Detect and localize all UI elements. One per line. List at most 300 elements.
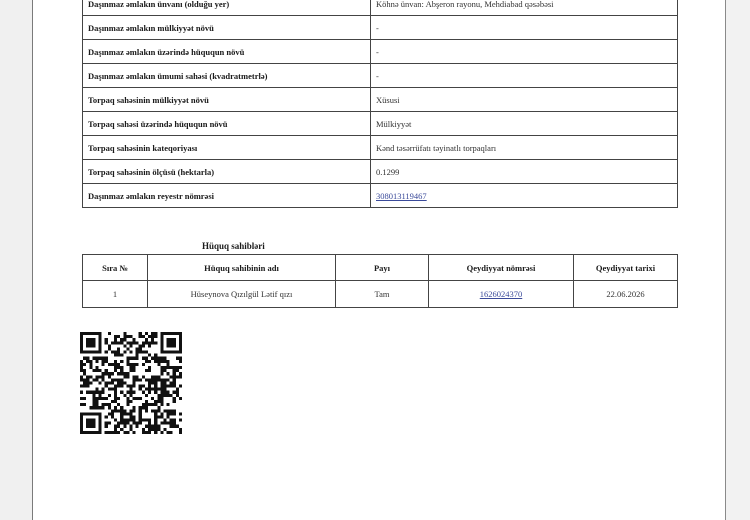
qr-module [105, 338, 108, 341]
qr-module [111, 363, 114, 366]
land-category-label: Torpaq sahəsinin kateqoriyası [83, 136, 371, 160]
qr-module [123, 375, 126, 378]
qr-module [114, 391, 117, 394]
qr-module [95, 388, 98, 391]
qr-module [83, 385, 86, 388]
qr-module [129, 335, 132, 338]
qr-module [120, 381, 123, 384]
qr-module [111, 378, 114, 381]
qr-module [136, 397, 139, 400]
qr-module [173, 419, 176, 422]
qr-module [157, 357, 160, 360]
qr-module [105, 341, 108, 344]
qr-module [148, 428, 151, 431]
qr-module [157, 428, 160, 431]
qr-module [142, 428, 145, 431]
qr-module [145, 394, 148, 397]
qr-module [167, 431, 170, 434]
qr-module [105, 385, 108, 388]
qr-module [86, 385, 89, 388]
qr-module [170, 425, 173, 428]
qr-module [145, 406, 148, 409]
qr-module [111, 431, 114, 434]
qr-module [145, 400, 148, 403]
qr-module [179, 366, 182, 369]
qr-module [86, 341, 89, 344]
qr-module [99, 357, 102, 360]
qr-module [95, 391, 98, 394]
qr-module [151, 397, 154, 400]
qr-module [120, 391, 123, 394]
qr-module [114, 360, 117, 363]
qr-module [117, 341, 120, 344]
qr-module [99, 375, 102, 378]
qr-module [95, 375, 98, 378]
qr-module [136, 347, 139, 350]
owners-section-title: Hüquq sahibləri [202, 241, 265, 251]
qr-module [173, 332, 176, 335]
qr-module [133, 415, 136, 418]
qr-module [120, 378, 123, 381]
qr-module [163, 385, 166, 388]
qr-module [126, 431, 129, 434]
qr-module [170, 409, 173, 412]
qr-module [133, 366, 136, 369]
qr-module [102, 378, 105, 381]
qr-module [80, 419, 83, 422]
qr-module [151, 403, 154, 406]
qr-module [167, 385, 170, 388]
qr-module [167, 351, 170, 354]
qr-module [133, 338, 136, 341]
qr-module [95, 412, 98, 415]
qr-module [139, 344, 142, 347]
qr-module [117, 366, 120, 369]
qr-module [114, 351, 117, 354]
qr-module [157, 406, 160, 409]
qr-module [179, 335, 182, 338]
qr-module [160, 412, 163, 415]
qr-module [92, 403, 95, 406]
qr-module [83, 381, 86, 384]
qr-module [129, 366, 132, 369]
qr-module [117, 422, 120, 425]
qr-module [173, 372, 176, 375]
qr-module [167, 363, 170, 366]
qr-module [108, 394, 111, 397]
qr-module [148, 369, 151, 372]
qr-module [99, 406, 102, 409]
qr-module [167, 372, 170, 375]
qr-module [133, 381, 136, 384]
qr-module [142, 357, 145, 360]
qr-module [89, 406, 92, 409]
table-row [83, 281, 678, 308]
qr-module [133, 422, 136, 425]
qr-module [99, 431, 102, 434]
qr-module [117, 385, 120, 388]
qr-module [173, 369, 176, 372]
qr-module [173, 425, 176, 428]
qr-module [99, 422, 102, 425]
qr-module [139, 397, 142, 400]
qr-module [157, 400, 160, 403]
qr-module [163, 360, 166, 363]
qr-module [160, 397, 163, 400]
qr-module [145, 425, 148, 428]
qr-module [139, 409, 142, 412]
qr-module [133, 406, 136, 409]
qr-module [173, 344, 176, 347]
qr-module [80, 431, 83, 434]
qr-module [99, 428, 102, 431]
qr-module [145, 338, 148, 341]
qr-module [160, 415, 163, 418]
qr-module [170, 332, 173, 335]
total-area-value: - [371, 64, 678, 88]
right-type-value: - [371, 40, 678, 64]
qr-module [120, 419, 123, 422]
qr-module [114, 425, 117, 428]
qr-module [80, 369, 83, 372]
qr-module [105, 403, 108, 406]
qr-module [154, 412, 157, 415]
qr-module [80, 415, 83, 418]
qr-module [160, 344, 163, 347]
qr-module [123, 422, 126, 425]
qr-module [129, 394, 132, 397]
qr-module [123, 431, 126, 434]
table-row [83, 112, 678, 136]
col-header-order: Sıra № [83, 255, 148, 281]
qr-module [92, 341, 95, 344]
qr-module [83, 332, 86, 335]
qr-module [179, 332, 182, 335]
qr-module [102, 357, 105, 360]
right-background [726, 0, 750, 520]
land-right-type-value: Mülkiyyət [371, 112, 678, 136]
qr-module [126, 375, 129, 378]
col-header-registration-date: Qeydiyyat tarixi [574, 255, 678, 281]
qr-module [89, 338, 92, 341]
qr-module [117, 397, 120, 400]
qr-module [114, 335, 117, 338]
qr-module [142, 406, 145, 409]
qr-module [89, 363, 92, 366]
qr-module [105, 369, 108, 372]
qr-module [139, 415, 142, 418]
qr-module [92, 338, 95, 341]
qr-module [92, 351, 95, 354]
qr-module [114, 354, 117, 357]
qr-module [126, 400, 129, 403]
qr-module [145, 369, 148, 372]
qr-module [157, 375, 160, 378]
qr-module [133, 385, 136, 388]
qr-module [154, 378, 157, 381]
qr-module [157, 425, 160, 428]
qr-module [163, 422, 166, 425]
ownership-type-value: - [371, 16, 678, 40]
qr-module [163, 394, 166, 397]
qr-module [133, 357, 136, 360]
qr-module [129, 363, 132, 366]
qr-module [114, 366, 117, 369]
qr-module [136, 341, 139, 344]
qr-module [111, 351, 114, 354]
qr-module [163, 351, 166, 354]
qr-module [86, 381, 89, 384]
qr-module [145, 332, 148, 335]
qr-module [120, 409, 123, 412]
qr-module [86, 412, 89, 415]
qr-module [86, 422, 89, 425]
qr-module [170, 341, 173, 344]
qr-module [114, 369, 117, 372]
qr-module [154, 425, 157, 428]
qr-module [120, 415, 123, 418]
qr-module [163, 419, 166, 422]
qr-module [99, 394, 102, 397]
qr-module [170, 422, 173, 425]
qr-module [129, 425, 132, 428]
qr-module [123, 372, 126, 375]
qr-module [133, 397, 136, 400]
qr-module [179, 351, 182, 354]
qr-module [136, 354, 139, 357]
qr-module [129, 385, 132, 388]
qr-module [163, 428, 166, 431]
qr-module [126, 397, 129, 400]
qr-module [114, 378, 117, 381]
qr-module [99, 369, 102, 372]
qr-module [139, 388, 142, 391]
qr-module [126, 363, 129, 366]
qr-module [160, 400, 163, 403]
qr-module [176, 425, 179, 428]
qr-module [120, 341, 123, 344]
qr-module [145, 431, 148, 434]
qr-module [136, 425, 139, 428]
qr-module [151, 425, 154, 428]
qr-module [179, 428, 182, 431]
qr-module [108, 406, 111, 409]
qr-module [179, 419, 182, 422]
qr-module [117, 378, 120, 381]
qr-module [160, 369, 163, 372]
qr-module [176, 369, 179, 372]
qr-module [154, 391, 157, 394]
qr-module [151, 332, 154, 335]
qr-module [99, 412, 102, 415]
qr-module [111, 400, 114, 403]
land-ownership-type-value: Xüsusi [371, 88, 678, 112]
qr-module [105, 381, 108, 384]
qr-module [92, 394, 95, 397]
qr-module [133, 431, 136, 434]
qr-module [89, 351, 92, 354]
qr-module [145, 360, 148, 363]
qr-module [83, 397, 86, 400]
qr-module [83, 378, 86, 381]
qr-module [142, 403, 145, 406]
qr-module [86, 375, 89, 378]
qr-module [129, 351, 132, 354]
qr-module [83, 351, 86, 354]
qr-module [86, 332, 89, 335]
qr-module [129, 419, 132, 422]
qr-module [105, 351, 108, 354]
qr-module [148, 431, 151, 434]
qr-module [154, 400, 157, 403]
qr-module [170, 419, 173, 422]
qr-module [173, 381, 176, 384]
qr-module [139, 385, 142, 388]
qr-module [99, 425, 102, 428]
owner-registration-number-link[interactable]: 1626024370 [479, 289, 523, 299]
qr-module [92, 431, 95, 434]
qr-module [173, 338, 176, 341]
qr-module [167, 403, 170, 406]
qr-module [154, 431, 157, 434]
qr-module [176, 391, 179, 394]
qr-module [148, 388, 151, 391]
qr-module [95, 360, 98, 363]
qr-module [148, 366, 151, 369]
qr-module [160, 347, 163, 350]
registry-number-label: Daşınmaz əmlakın reyestr nömrəsi [83, 184, 371, 208]
qr-module [92, 357, 95, 360]
table-row [83, 64, 678, 88]
qr-module [145, 351, 148, 354]
qr-module [80, 351, 83, 354]
qr-module [173, 422, 176, 425]
qr-module [173, 391, 176, 394]
qr-module [167, 332, 170, 335]
qr-module [105, 397, 108, 400]
qr-module [163, 391, 166, 394]
qr-module [80, 375, 83, 378]
qr-module [163, 378, 166, 381]
owner-order: 1 [83, 281, 148, 308]
qr-module [160, 422, 163, 425]
qr-module [99, 332, 102, 335]
qr-module [126, 422, 129, 425]
qr-module [176, 394, 179, 397]
qr-module [160, 388, 163, 391]
qr-module [126, 347, 129, 350]
qr-module [95, 332, 98, 335]
qr-module [92, 332, 95, 335]
qr-module [86, 378, 89, 381]
qr-module [139, 351, 142, 354]
qr-module [117, 381, 120, 384]
qr-module [108, 344, 111, 347]
qr-module [92, 425, 95, 428]
qr-module [157, 378, 160, 381]
qr-module [102, 403, 105, 406]
qr-module [114, 397, 117, 400]
qr-module [129, 344, 132, 347]
qr-module [170, 344, 173, 347]
qr-module [154, 422, 157, 425]
qr-module [114, 363, 117, 366]
qr-module [154, 375, 157, 378]
qr-module [102, 388, 105, 391]
qr-module [123, 419, 126, 422]
owners-table [82, 254, 678, 308]
qr-module [123, 335, 126, 338]
registry-number-link[interactable]: 308013119467 [376, 190, 427, 201]
qr-module [129, 412, 132, 415]
qr-module [123, 409, 126, 412]
qr-module [136, 422, 139, 425]
qr-module [170, 351, 173, 354]
qr-module [117, 431, 120, 434]
qr-module [117, 354, 120, 357]
qr-module [86, 338, 89, 341]
qr-module [89, 431, 92, 434]
qr-module [170, 385, 173, 388]
qr-module [86, 425, 89, 428]
qr-module [179, 372, 182, 375]
qr-module [160, 372, 163, 375]
qr-module [148, 354, 151, 357]
qr-module [126, 391, 129, 394]
qr-module [160, 381, 163, 384]
qr-module [133, 378, 136, 381]
qr-module [133, 341, 136, 344]
qr-module [167, 412, 170, 415]
qr-module [89, 344, 92, 347]
qr-module [99, 391, 102, 394]
qr-module [108, 381, 111, 384]
qr-module [126, 385, 129, 388]
qr-module [148, 425, 151, 428]
qr-module [95, 397, 98, 400]
qr-module [105, 360, 108, 363]
qr-module [126, 372, 129, 375]
qr-module [163, 381, 166, 384]
qr-module [120, 338, 123, 341]
qr-module [154, 428, 157, 431]
col-header-share: Payı [336, 255, 429, 281]
property-address-label: Daşınmaz əmlakın ünvanı (olduğu yer) [83, 0, 371, 16]
qr-module [86, 419, 89, 422]
land-right-type-label: Torpaq sahəsi üzərində hüququn növü [83, 112, 371, 136]
qr-module [99, 335, 102, 338]
qr-module [80, 338, 83, 341]
qr-module [99, 338, 102, 341]
qr-module [170, 394, 173, 397]
qr-module [154, 409, 157, 412]
qr-module [114, 400, 117, 403]
qr-module [167, 415, 170, 418]
qr-module [145, 409, 148, 412]
qr-module [129, 369, 132, 372]
qr-module [83, 372, 86, 375]
qr-module [117, 335, 120, 338]
qr-module [89, 419, 92, 422]
qr-module [80, 366, 83, 369]
qr-module [136, 378, 139, 381]
qr-module [142, 363, 145, 366]
qr-module [173, 341, 176, 344]
table-row [83, 160, 678, 184]
qr-module [120, 366, 123, 369]
qr-module [179, 412, 182, 415]
col-header-owner-name: Hüquq sahibinin adı [148, 255, 336, 281]
